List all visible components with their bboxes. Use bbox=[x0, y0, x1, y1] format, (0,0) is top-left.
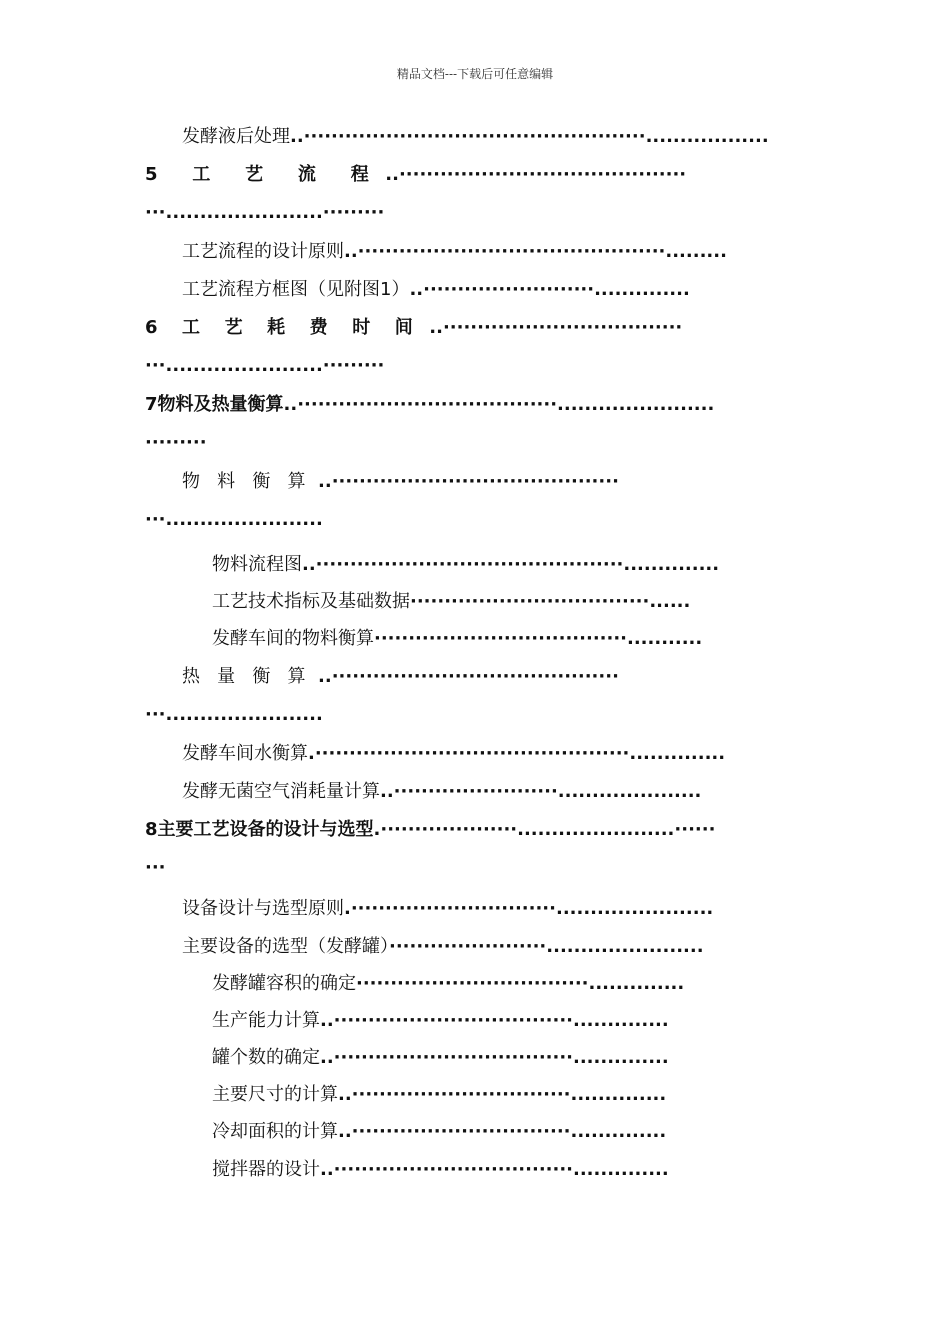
toc-entry-leader: ..·········································· bbox=[305, 666, 619, 687]
toc-entry-leader: ..··················································.................. bbox=[290, 126, 769, 147]
toc-entry-title: 工艺流程的设计原则 bbox=[182, 241, 344, 262]
toc-entry-leader: ..·························.............. bbox=[409, 279, 690, 300]
toc-entry bbox=[0, 1039, 815, 1077]
toc-entry-leader: ..·········································· bbox=[372, 164, 687, 185]
toc-entry bbox=[0, 424, 815, 462]
toc-entry-title: 发酵无菌空气消耗量计算 bbox=[182, 781, 380, 802]
toc-entry-leader: ..···································.............. bbox=[320, 1047, 669, 1068]
toc-entry-leader: ···.......................········· bbox=[145, 202, 385, 223]
toc-entry-leader: ········· bbox=[145, 432, 207, 453]
toc-entry bbox=[0, 271, 815, 309]
toc-entry bbox=[0, 583, 815, 621]
toc-entry bbox=[0, 1113, 815, 1151]
toc-entry bbox=[0, 1151, 815, 1189]
toc-entry-title: 5 工 艺 流 程 bbox=[145, 164, 373, 185]
toc-entry-leader: ..·············································......... bbox=[344, 241, 727, 262]
toc-entry-title: 8主要工艺设备的设计与选型 bbox=[145, 819, 374, 840]
toc-entry-leader: ..······································....................... bbox=[283, 394, 715, 415]
toc-entry bbox=[0, 849, 815, 887]
toc-entry bbox=[0, 463, 815, 501]
toc-entry-title: 设备设计与选型原则 bbox=[182, 898, 344, 919]
toc-entry bbox=[0, 658, 815, 696]
toc-entry bbox=[0, 501, 815, 539]
toc-entry-leader: ..···································.............. bbox=[320, 1159, 669, 1180]
toc-entry bbox=[0, 194, 815, 232]
toc-entry-title: 7物料及热量衡算 bbox=[145, 394, 284, 415]
toc-entry bbox=[0, 1002, 815, 1040]
toc-entry bbox=[0, 347, 815, 385]
toc-entry bbox=[0, 1076, 815, 1114]
toc-entry bbox=[0, 233, 815, 271]
toc-entry bbox=[0, 309, 815, 347]
toc-entry-leader: .··············································.............. bbox=[308, 743, 726, 764]
toc-entry-title: 发酵车间的物料衡算 bbox=[212, 628, 374, 649]
toc-entry-leader: ··································.............. bbox=[356, 973, 685, 994]
toc-entry-leader: ..························..................... bbox=[380, 781, 702, 802]
toc-entry bbox=[0, 696, 815, 734]
toc-entry-leader: ···.......................········· bbox=[145, 355, 385, 376]
toc-entry-title: 物料流程图 bbox=[212, 554, 302, 575]
toc-entry bbox=[0, 773, 815, 811]
toc-entry-title: 工艺流程方框图（见附图1） bbox=[182, 279, 410, 300]
toc-entry-title: 物 料 衡 算 bbox=[182, 471, 306, 492]
toc-entry bbox=[0, 928, 815, 966]
toc-entry bbox=[0, 890, 815, 928]
toc-entry-leader: ..···································.............. bbox=[320, 1010, 669, 1031]
toc-entry-title: 发酵液后处理 bbox=[182, 126, 290, 147]
toc-entry bbox=[0, 386, 815, 424]
toc-entry-leader: ..··································· bbox=[416, 317, 683, 338]
toc-entry-title: 罐个数的确定 bbox=[212, 1047, 320, 1068]
toc-entry-leader: ·····································........... bbox=[374, 628, 703, 649]
toc-entry-title: 冷却面积的计算 bbox=[212, 1121, 338, 1142]
toc-entry bbox=[0, 546, 815, 584]
toc-entry-leader: ..·········································· bbox=[305, 471, 619, 492]
toc-entry-leader: ··· bbox=[145, 857, 166, 878]
toc-entry-leader: ···....................... bbox=[145, 509, 323, 530]
toc-entry-title: 生产能力计算 bbox=[212, 1010, 320, 1031]
toc-entry-leader: ..································.............. bbox=[338, 1084, 667, 1105]
toc-entry-title: 主要尺寸的计算 bbox=[212, 1084, 338, 1105]
toc-entry-title: 工艺技术指标及基础数据 bbox=[212, 591, 410, 612]
toc-entry-title: 发酵车间水衡算 bbox=[182, 743, 308, 764]
page-header: 精品文档---下载后可任意编辑 bbox=[396, 67, 554, 81]
toc-entry-title: 搅拌器的设计 bbox=[212, 1159, 320, 1180]
toc-entry-leader: ···································...... bbox=[410, 591, 691, 612]
toc-entry-leader: ·······················....................... bbox=[389, 936, 704, 957]
toc-entry-title: 热 量 衡 算 bbox=[182, 666, 306, 687]
toc-entry-title: 主要设备的选型（发酵罐） bbox=[182, 936, 389, 957]
toc-entry-leader: ···....................... bbox=[145, 704, 323, 725]
toc-entry bbox=[0, 620, 815, 658]
toc-entry bbox=[0, 965, 815, 1003]
toc-entry-leader: ..·············································.............. bbox=[302, 554, 720, 575]
toc-entry-leader: .····················.......................······ bbox=[373, 819, 716, 840]
toc-entry bbox=[0, 811, 815, 849]
toc-entry-title: 6 工 艺 耗 费 时 间 bbox=[145, 317, 417, 338]
toc-entry bbox=[0, 735, 815, 773]
toc-entry bbox=[0, 156, 815, 194]
toc-entry-title: 发酵罐容积的确定 bbox=[212, 973, 356, 994]
toc-entry-leader: .······························....................... bbox=[344, 898, 714, 919]
toc-entry bbox=[0, 118, 815, 156]
toc-entry-leader: ..································.............. bbox=[338, 1121, 667, 1142]
